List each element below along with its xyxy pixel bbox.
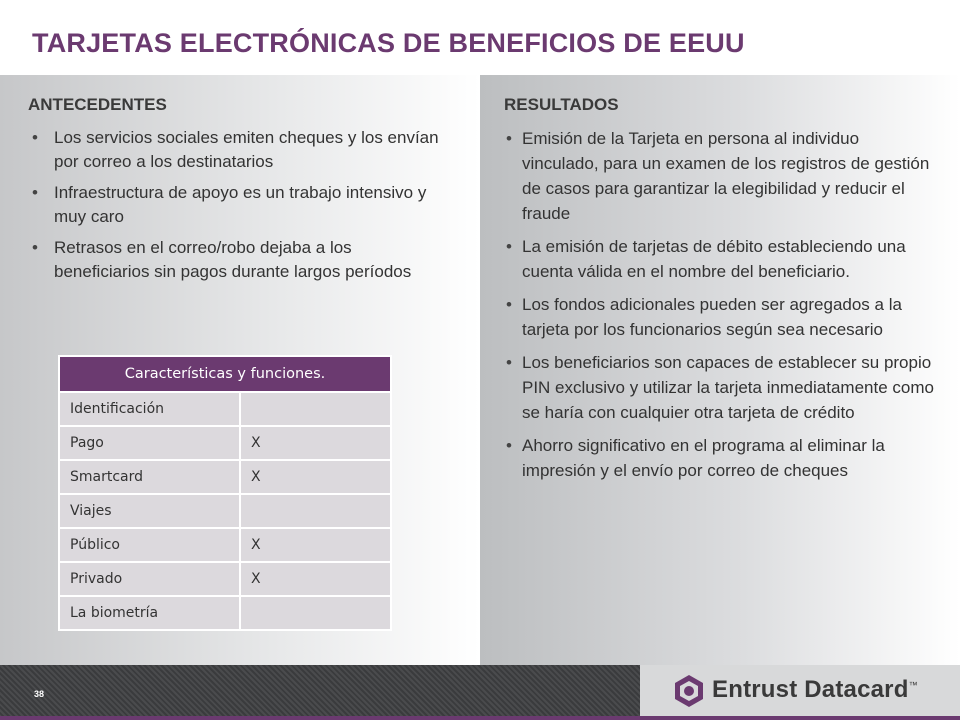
antecedentes-bullet: • Retrasos en el correo/robo dejaba a los beneficiarios sin pagos durante largos períodos — [28, 236, 448, 284]
table-header: Características y funciones. — [59, 356, 391, 392]
mark-cell: X — [240, 460, 391, 494]
feature-cell: Público — [59, 528, 240, 562]
table-row — [59, 460, 391, 494]
table-row — [59, 494, 391, 528]
mark-cell: X — [240, 562, 391, 596]
resultados-bullet: • Los fondos adicionales pueden ser agregados a la tarjeta por los funcionarios según sea necesario — [504, 292, 934, 342]
antecedentes-bullet: • Los servicios sociales emiten cheques y los envían por correo a los destinatarios — [28, 126, 448, 174]
resultados-heading: RESULTADOS — [504, 95, 619, 114]
feature-cell: Identificación — [59, 392, 240, 426]
table-row — [59, 392, 391, 426]
table-row — [59, 562, 391, 596]
antecedentes-bullet: • Infraestructura de apoyo es un trabajo intensivo y muy caro — [28, 181, 448, 229]
slide-title: TARJETAS ELECTRÓNICAS DE BENEFICIOS DE EEUU — [32, 28, 745, 58]
resultados-bullet: • La emisión de tarjetas de débito estableciendo una cuenta válida en el nombre del beneficiario. — [504, 234, 934, 284]
table-row — [59, 528, 391, 562]
mark-cell: X — [240, 528, 391, 562]
resultados-bullet: • Ahorro significativo en el programa al eliminar la impresión y el envío por correo de cheques — [504, 433, 934, 483]
page-number: 38 — [34, 689, 45, 699]
mark-cell: X — [240, 426, 391, 460]
resultados-bullet: • Emisión de la Tarjeta en persona al individuo vinculado, para un examen de los registros de gestión de casos para garantizar la elegibilidad y reducir el fraude — [504, 126, 934, 226]
feature-cell: Privado — [59, 562, 240, 596]
feature-cell: Pago — [59, 426, 240, 460]
logo-trademark: ™ — [908, 680, 918, 690]
table-row — [59, 596, 391, 630]
resultados-bullet: • Los beneficiarios son capaces de establecer su propio PIN exclusivo y utilizar la tarjeta inmediatamente como se haría con cualquier otra tarjeta de crédito — [504, 350, 934, 425]
logo-text: Entrust Datacard — [712, 676, 909, 703]
footer-pattern — [0, 665, 640, 720]
footer-accent-line — [0, 716, 960, 720]
antecedentes-heading: ANTECEDENTES — [28, 95, 167, 114]
table-row — [59, 426, 391, 460]
logo-wordmark — [712, 676, 918, 704]
features-table — [58, 355, 392, 631]
feature-cell: Smartcard — [59, 460, 240, 494]
mark-cell — [240, 596, 391, 630]
entrust-hexagon-icon — [672, 674, 706, 708]
antecedentes-list — [28, 126, 448, 291]
mark-cell — [240, 392, 391, 426]
feature-cell: La biometría — [59, 596, 240, 630]
feature-cell: Viajes — [59, 494, 240, 528]
resultados-list — [504, 126, 934, 491]
mark-cell — [240, 494, 391, 528]
table-header-row — [59, 356, 391, 392]
